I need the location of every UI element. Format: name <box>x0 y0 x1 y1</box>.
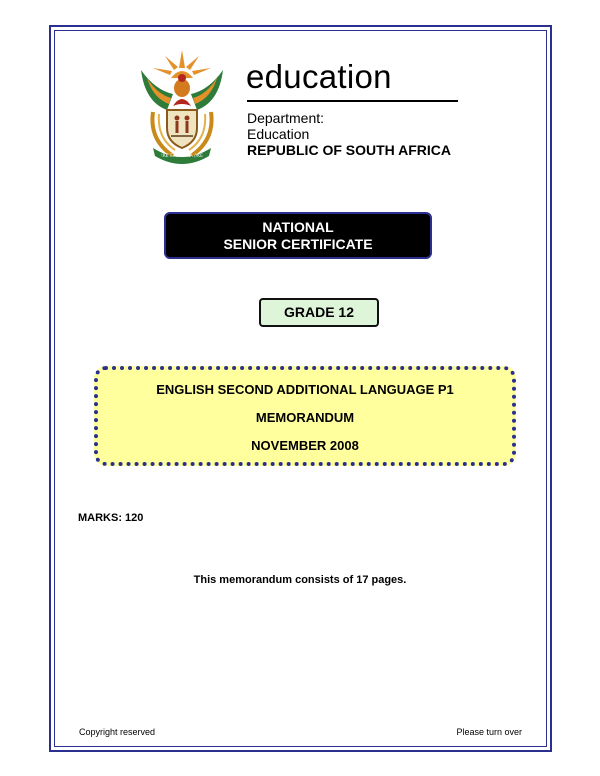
grade-badge: GRADE 12 <box>259 298 379 327</box>
coat-of-arms-icon <box>133 44 231 164</box>
brand-underline <box>247 100 458 102</box>
certificate-line-1: NATIONAL <box>262 218 334 235</box>
certificate-line-2: SENIOR CERTIFICATE <box>223 235 373 252</box>
svg-text:!KE E: /XARRA //KE: !KE E: /XARRA //KE <box>161 154 203 159</box>
page-count-note: This memorandum consists of 17 pages. <box>193 574 407 586</box>
footer-copyright: Copyright reserved <box>79 727 156 737</box>
subject-title: ENGLISH SECOND ADDITIONAL LANGUAGE P1 <box>156 382 454 397</box>
document-type: MEMORANDUM <box>255 410 355 425</box>
department-label: Department: <box>247 110 325 126</box>
footer-turn-over: Please turn over <box>456 727 522 737</box>
country-name: REPUBLIC OF SOUTH AFRICA <box>247 142 452 158</box>
department-name: Education <box>247 126 310 142</box>
brand-wordmark: education <box>246 58 392 95</box>
marks-total: MARKS: 120 <box>78 512 144 524</box>
exam-session: NOVEMBER 2008 <box>251 438 359 453</box>
subject-panel <box>94 366 516 466</box>
certificate-banner <box>164 212 432 259</box>
